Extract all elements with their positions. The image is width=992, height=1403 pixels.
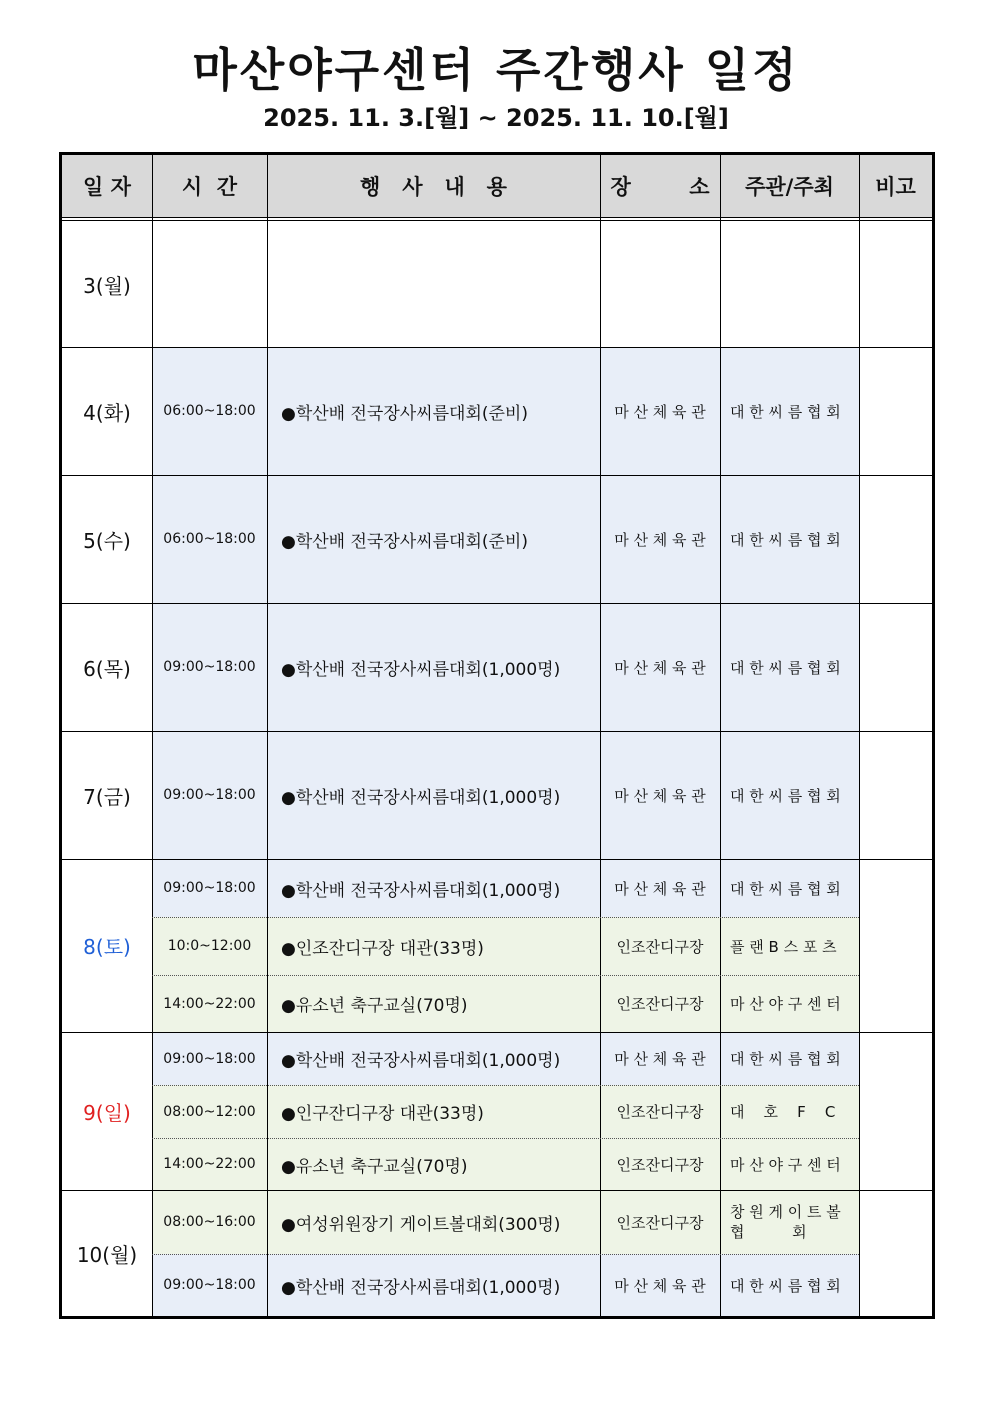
date-cell: 5(수) — [83, 528, 131, 553]
event-host: 대 한 씨 름 협 회 — [720, 603, 859, 731]
event-time: 06:00~18:00 — [152, 475, 267, 603]
event-time: 09:00~18:00 — [152, 603, 267, 731]
event-host: 대 한 씨 름 협 회 — [720, 347, 859, 475]
event-place: 인조잔디구장 — [600, 1085, 720, 1138]
event-name: ●학산배 전국장사씨름대회(1,000명) — [267, 1254, 600, 1316]
event-host-line2: 협 회 — [730, 1223, 807, 1241]
date-cell: 3(월) — [83, 273, 131, 298]
header-date: 일 자 — [62, 155, 152, 217]
event-name: ●학산배 전국장사씨름대회(1,000명) — [267, 731, 600, 859]
date-cell: 10(월) — [76, 1242, 138, 1267]
event-name: ●학산배 전국장사씨름대회(1,000명) — [267, 1032, 600, 1085]
event-host-line1: 창 원 게 이 트 볼 — [730, 1203, 841, 1221]
event-time: 09:00~18:00 — [152, 859, 267, 917]
header-place: 장 소 — [600, 155, 720, 217]
event-place: 마 산 체 육 관 — [600, 731, 720, 859]
event-host: 대 호 F C — [720, 1085, 859, 1138]
event-name: ●여성위원장기 게이트볼대회(300명) — [267, 1190, 600, 1254]
event-time: 06:00~18:00 — [152, 347, 267, 475]
header-host: 주관/주최 — [720, 155, 859, 217]
date-range: 2025. 11. 3.[월] ~ 2025. 11. 10.[월] — [263, 104, 729, 132]
event-host: 대 한 씨 름 협 회 — [720, 1032, 859, 1085]
event-time: 10:0~12:00 — [152, 917, 267, 975]
event-name: ●학산배 전국장사씨름대회(준비) — [267, 347, 600, 475]
event-place: 인조잔디구장 — [600, 1138, 720, 1190]
event-host: 대 한 씨 름 협 회 — [720, 859, 859, 917]
event-name: ●인조잔디구장 대관(33명) — [267, 917, 600, 975]
event-name: ●유소년 축구교실(70명) — [267, 1138, 600, 1190]
date-cell: 6(목) — [83, 656, 131, 681]
date-cell: 7(금) — [83, 784, 131, 809]
event-time: 08:00~12:00 — [152, 1085, 267, 1138]
event-place: 마 산 체 육 관 — [600, 859, 720, 917]
event-time: 14:00~22:00 — [152, 1138, 267, 1190]
event-place: 인조잔디구장 — [600, 1190, 720, 1254]
event-host: 대 한 씨 름 협 회 — [720, 731, 859, 859]
header-time: 시 간 — [152, 155, 267, 217]
event-place: 인조잔디구장 — [600, 917, 720, 975]
event-host: 마 산 야 구 센 터 — [720, 975, 859, 1032]
event-host — [720, 1190, 859, 1254]
event-name: ●인구잔디구장 대관(33명) — [267, 1085, 600, 1138]
event-time: 08:00~16:00 — [152, 1190, 267, 1254]
date-cell-sunday: 9(일) — [83, 1100, 131, 1125]
event-time: 09:00~18:00 — [152, 1032, 267, 1085]
date-cell-saturday: 8(토) — [83, 935, 131, 959]
event-place: 인조잔디구장 — [600, 975, 720, 1032]
date-cell: 4(화) — [83, 400, 131, 425]
event-host: 대 한 씨 름 협 회 — [720, 1254, 859, 1316]
event-place: 마 산 체 육 관 — [600, 347, 720, 475]
event-name: ●학산배 전국장사씨름대회(1,000명) — [267, 859, 600, 917]
page-title: 마산야구센터 주간행사 일정 — [192, 43, 800, 97]
event-place: 마 산 체 육 관 — [600, 1254, 720, 1316]
event-name: ●유소년 축구교실(70명) — [267, 975, 600, 1032]
header-event: 행 사 내 용 — [267, 155, 600, 217]
header-note: 비고 — [859, 155, 932, 217]
event-name: ●학산배 전국장사씨름대회(1,000명) — [267, 603, 600, 731]
event-time: 14:00~22:00 — [152, 975, 267, 1032]
event-place: 마 산 체 육 관 — [600, 1032, 720, 1085]
event-host: 대 한 씨 름 협 회 — [720, 475, 859, 603]
event-place: 마 산 체 육 관 — [600, 603, 720, 731]
event-time: 09:00~18:00 — [152, 731, 267, 859]
event-host: 마 산 야 구 센 터 — [720, 1138, 859, 1190]
event-name: ●학산배 전국장사씨름대회(준비) — [267, 475, 600, 603]
event-host: 플 랜 B 스 포 츠 — [720, 917, 859, 975]
event-time: 09:00~18:00 — [152, 1254, 267, 1316]
schedule-table — [59, 152, 935, 1319]
event-place: 마 산 체 육 관 — [600, 475, 720, 603]
